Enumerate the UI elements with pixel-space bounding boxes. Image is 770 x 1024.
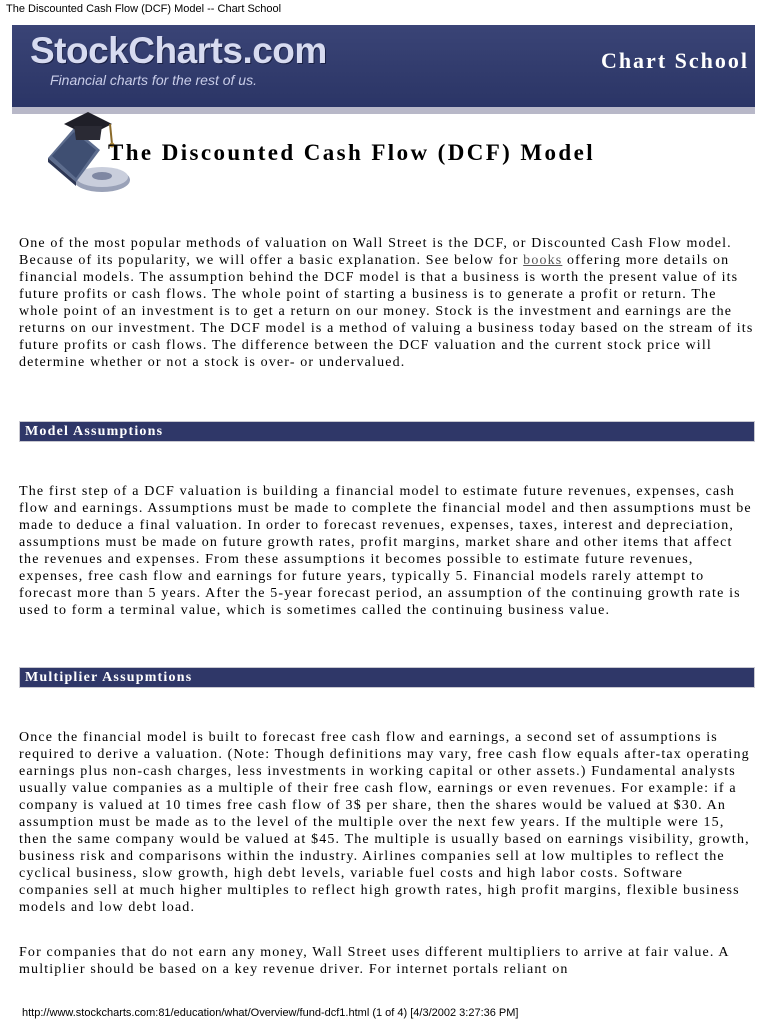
non-earning-companies-paragraph: For companies that do not earn any money, Wall Street uses different multipliers to arrive at fair value. A multiplier should be based on a key revenue driver. For internet portals reliant on xyxy=(19,945,729,977)
print-footer: http://www.stockcharts.com:81/education/what/Overview/fund-dcf1.html (1 of 4) [4/3/2002 3:27:36 PM] xyxy=(22,1007,519,1019)
site-banner xyxy=(12,25,755,114)
section-name: Chart School xyxy=(600,48,749,73)
print-header: The Discounted Cash Flow (DCF) Model -- Chart School xyxy=(6,3,282,15)
section-heading: Model Assumptions xyxy=(25,424,164,439)
intro-text-after-link: offering more details on financial models. The assumption behind the DCF model is that a business is worth the present value of its future profits or cash flows. The whole point of starting a business is to generate a profit or return. The whole point of an investment is to get a return on our money. Stock is the investment and earnings are the returns on our investment. The DCF model is a method of valuing a business today based on the stream of its future profits or cash flows. The difference between the DCF valuation and the current stock price will determine whether or not a stock is over- or undervalued. xyxy=(19,253,754,370)
section-heading: Multiplier Assupmtions xyxy=(25,670,193,685)
books-link[interactable]: books xyxy=(523,253,563,268)
multiplier-assumptions-heading-bar xyxy=(19,667,755,688)
model-assumptions-heading-bar xyxy=(19,421,755,442)
intro-paragraph xyxy=(19,235,757,371)
model-assumptions-paragraph: The first step of a DCF valuation is building a financial model to estimate future revenues, expenses, cash flow and earnings. Assumptions must be made to complete the financial model and then assumptions must be made to deduce a final valuation. In order to forecast revenues, expenses, taxes, interest and depreciation, assumptions must be made on future growth rates, profit margins, market share and other items that affect the revenues and expenses. From these assumptions it becomes possible to estimate future revenues, expenses, free cash flow and earnings for future years, typically 5. Financial models rarely attempt to forecast more than 5 years. After the 5-year forecast period, an assumption of the continuing growth rate is used to form a terminal value, which is sometimes called the continuing business value. xyxy=(19,484,752,618)
intro-text-before-link: One of the most popular methods of valuation on Wall Street is the DCF, or Discounted Cash Flow model. Because of its popularity, we will offer a basic explanation. See below for xyxy=(19,236,732,268)
site-logo[interactable]: StockCharts.com xyxy=(30,30,327,71)
site-tagline: Financial charts for the rest of us. xyxy=(50,72,257,88)
page-title: The Discounted Cash Flow (DCF) Model xyxy=(108,140,595,165)
multiplier-assumptions-paragraph: Once the financial model is built to forecast free cash flow and earnings, a second set of assumptions is required to derive a valuation. (Note: Though definitions may vary, free cash flow equals after-tax operating earnings plus non-cash charges, less investments in working capital or other assets.) Fundamental analysts usually value companies as a multiple of their free cash flow, earnings or even revenues. For example: if a company is valued at 10 times free cash flow of 3$ per share, then the shares would be valued at $30. An assumption must be made as to the level of the multiple over the next few years. If the multiple were 15, then the same company would be valued at $45. The multiple is usually based on earnings visibility, growth, business risk and comparisons within the industry. Airlines companies sell at low multiples to reflect the cyclical business, slow growth, high debt levels, variable fuel costs and high labor costs. Software companies sell at much higher multiples to reflect high growth rates, high profit margins, flexible business models and low debt load. xyxy=(19,730,750,915)
